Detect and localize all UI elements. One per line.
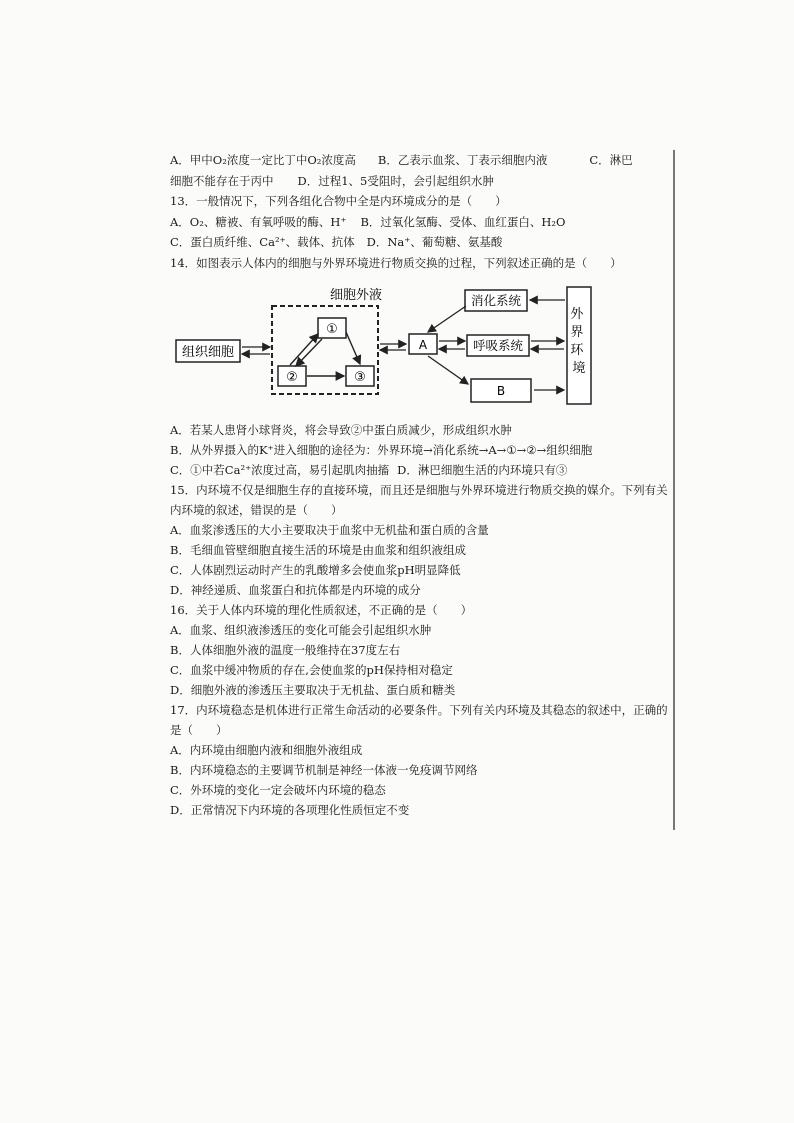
outside-env-char-4: 境 — [572, 361, 586, 376]
margin-rule — [673, 150, 675, 830]
q13-option-d: D．Na⁺、葡萄糖、氨基酸 — [366, 235, 503, 249]
outside-env-char-1: 外 — [570, 307, 584, 322]
node-2-label: ② — [286, 370, 298, 385]
q17-option-d: D．正常情况下内环境的各项理化性质恒定不变 — [170, 803, 410, 817]
tissue-cell-label: 组织细胞 — [181, 345, 235, 360]
q17-option-c: C．外环境的变化一定会破坏内环境的稳态 — [170, 783, 386, 797]
q16-stem: 16．关于人体内环境的理化性质叙述，不正确的是（ ） — [170, 603, 473, 617]
node-3-label: ③ — [354, 370, 366, 385]
outside-env-char-2: 界 — [570, 325, 584, 340]
q15-stem-2: 内环境的叙述，错误的是（ ） — [170, 503, 343, 517]
outside-env-char-3: 环 — [570, 343, 584, 358]
q12-option-d: D．过程1、5受阻时，会引起组织水肿 — [297, 173, 494, 188]
q12-option-b: B．乙表示血浆、丁表示细胞内液 — [377, 153, 548, 167]
q17-stem-2: 是（ ） — [170, 723, 228, 737]
arrow-a-to-b — [428, 356, 468, 384]
extracellular-fluid-label: 细胞外液 — [330, 288, 383, 303]
q12-options-line-1 — [170, 150, 670, 171]
arrow-digestive-to-a — [428, 306, 466, 332]
q13-options-line-1 — [170, 212, 670, 233]
arrow-2-to-1 — [290, 334, 318, 365]
q15-stem-1: 15．内环境不仅是细胞生存的直接环境，而且还是细胞与外界环境进行物质交换的媒介。下列有关 — [170, 483, 668, 497]
q12-option-c-cont: 细胞不能存在于丙中 — [170, 173, 274, 188]
q14-stem: 14．如图表示人体内的细胞与外界环境进行物质交换的过程，下列叙述正确的是（ ） — [170, 255, 622, 270]
q15-option-a: A．血浆渗透压的大小主要取决于血浆中无机盐和蛋白质的含量 — [170, 523, 489, 537]
q14-option-a: A．若某人患肾小球肾炎，将会导致②中蛋白质减少，形成组织水肿 — [170, 423, 512, 437]
q15-option-c: C．人体剧烈运动时产生的乳酸增多会使血浆pH明显降低 — [170, 563, 461, 577]
exchange-diagram-svg — [170, 278, 600, 418]
q13-option-a: A．O₂、糖被、有氧呼吸的酶、H⁺ — [170, 214, 347, 229]
q13-option-c: C．蛋白质纤维、Ca²⁺、载体、抗体 — [170, 235, 355, 249]
arrow-1-to-3 — [346, 332, 360, 364]
node-1-label: ① — [326, 322, 338, 337]
q13-option-b: B．过氧化氢酶、受体、血红蛋白、H₂O — [360, 214, 566, 229]
q17-option-a: A．内环境由细胞内液和细胞外液组成 — [170, 743, 363, 757]
q13-stem: 13．一般情况下，下列各组化合物中全是内环境成分的是（ ） — [170, 194, 507, 208]
questions-upper — [170, 150, 670, 273]
respiratory-system-label: 呼吸系统 — [472, 338, 524, 353]
q14-options-cd — [170, 460, 670, 480]
q16-option-b: B．人体细胞外液的温度一般维持在37度左右 — [170, 643, 401, 657]
digestive-system-label: 消化系统 — [470, 293, 522, 308]
questions-lower — [170, 420, 670, 820]
box-a-label: A — [418, 338, 428, 352]
q14-option-d: D．淋巴细胞生活的内环境只有③ — [397, 463, 568, 477]
q16-option-d: D．细胞外液的渗透压主要取决于无机盐、蛋白质和糖类 — [170, 683, 456, 697]
q16-option-c: C．血浆中缓冲物质的存在,会使血浆的pH保持相对稳定 — [170, 663, 453, 677]
q12-option-a: A．甲中O₂浓度一定比丁中O₂浓度高 — [170, 153, 356, 167]
q15-option-d: D．神经递质、血浆蛋白和抗体都是内环境的成分 — [170, 583, 421, 597]
q13-options-line-2 — [170, 232, 670, 253]
q16-option-a: A．血浆、组织液渗透压的变化可能会引起组织水肿 — [170, 623, 432, 637]
q17-option-b: B．内环境稳态的主要调节机制是神经一体液一免疫调节网络 — [170, 763, 478, 777]
q12-options-line-2 — [170, 171, 670, 192]
q14-option-b: B．从外界摄入的K⁺进入细胞的途径为：外界环境→消化系统→A→①→②→组织细胞 — [170, 443, 593, 457]
q12-option-c: C．淋巴 — [589, 153, 633, 167]
q17-stem-1: 17．内环境稳态是机体进行正常生命活动的必要条件。下列有关内环境及其稳态的叙述中，正确的 — [170, 703, 668, 717]
q14-option-c: C．①中若Ca²⁺浓度过高，易引起肌肉抽搐 — [170, 463, 390, 477]
box-b-label: B — [496, 384, 506, 398]
q14-diagram — [170, 278, 600, 418]
q15-option-b: B．毛细血管壁细胞直接生活的环境是由血浆和组织液组成 — [170, 543, 466, 557]
